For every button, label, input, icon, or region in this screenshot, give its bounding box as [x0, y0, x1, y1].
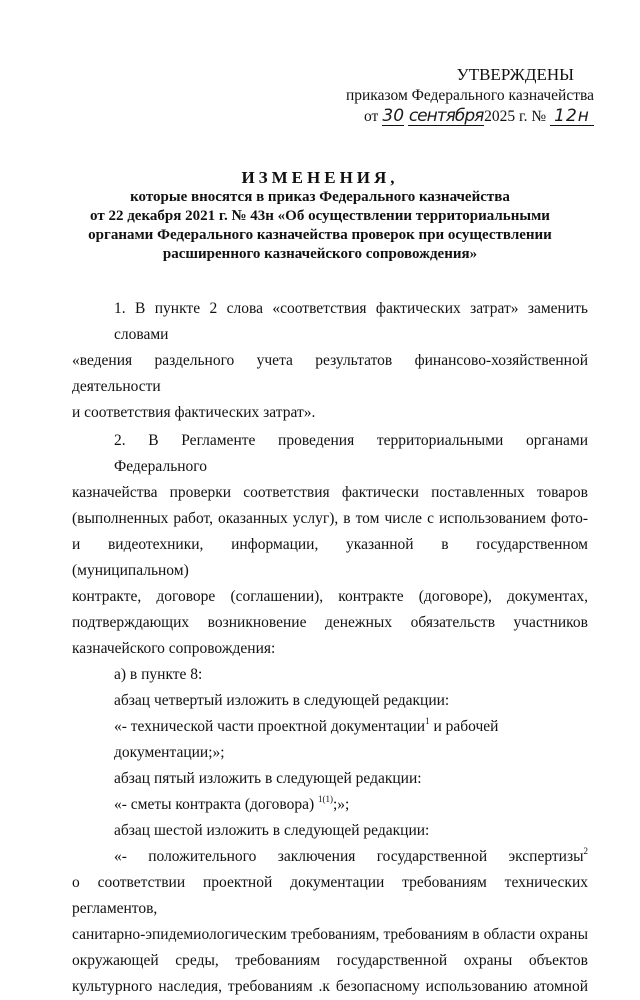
- approval-date-line: [346, 106, 594, 127]
- abzac-4-text-b: и рабочей документации;»;: [114, 718, 499, 761]
- handwritten-day: 30: [382, 106, 405, 126]
- paragraph-2-line: казначейства проверки соответствия фактически поставленных товаров: [72, 484, 588, 501]
- paragraph-1-line: и соответствия фактических затрат».: [72, 404, 316, 421]
- abzac-5-text-a: «- сметы контракта (договора): [114, 796, 318, 813]
- abzac-5-text-b: ;»;: [333, 796, 350, 813]
- footnote-ref: 1(1): [318, 793, 333, 804]
- document-heading: [0, 168, 640, 264]
- abzac-6-first-text: «- положительного заключения государственной экспертизы: [114, 848, 584, 865]
- heading-line: расширенного казначейского сопровождения»: [162, 246, 478, 262]
- approval-stamp: [346, 64, 594, 127]
- paragraph-2-line: и видеотехники, информации, указанной в государственном (муниципальном): [72, 536, 588, 579]
- heading-line: органами Федерального казначейства проверок при осуществлении: [88, 227, 552, 243]
- paragraph-1-line: «ведения раздельного учета результатов финансово-хозяйственной деятельности: [72, 352, 588, 395]
- paragraph-2-line: подтверждающих возникновение денежных обязательств участников: [72, 614, 588, 631]
- footnote-ref: 2: [583, 845, 588, 856]
- paragraph-1-line: 1. В пункте 2 слова «соответствия фактических затрат» заменить словами: [114, 300, 588, 343]
- heading-line: которые вносятся в приказ Федерального казначейства: [130, 189, 510, 205]
- item-a: а) в пункте 8:: [114, 666, 203, 683]
- abzac-6-line: санитарно-эпидемиологическим требованиям, требованиям в области охраны: [72, 926, 588, 943]
- abzac-6-intro: абзац шестой изложить в следующей редакции:: [114, 822, 430, 839]
- heading-line: от 22 декабря 2021 г. № 43н «Об осуществлении территориальными: [90, 208, 550, 224]
- paragraph-2-line: (выполненных работ, оказанных услуг), в том числе с использованием фото-: [72, 510, 588, 527]
- abzac-6-line: о соответствии проектной документации требованиям технических регламентов,: [72, 874, 588, 917]
- handwritten-number: 12н: [550, 107, 594, 126]
- abzac-6-first-line: [72, 844, 588, 870]
- abzac-5-text: [72, 792, 588, 818]
- year-suffix: 2025 г. №: [484, 108, 547, 125]
- approval-title: УТВЕРЖДЕНЫ: [456, 65, 574, 84]
- abzac-6-line: культурного наследия, требованиям .к безопасному использованию атомной: [72, 978, 588, 995]
- abzac-4-text-a: «- технической части проектной документации: [114, 718, 426, 735]
- abzac-4-intro: абзац четвертый изложить в следующей редакции:: [114, 692, 450, 709]
- abzac-6-line: окружающей среды, требованиям государственной охраны объектов: [72, 952, 588, 969]
- footnote-ref: 1: [425, 715, 430, 726]
- abzac-4-text: [72, 714, 588, 766]
- paragraph-2-line: контракте, договоре (соглашении), контракте (договоре), документах,: [72, 588, 588, 605]
- document-body: [72, 296, 588, 1000]
- approval-line: приказом Федерального казначейства: [345, 87, 594, 104]
- date-prefix: от: [364, 108, 379, 125]
- heading-title: ИЗМЕНЕНИЯ,: [241, 168, 399, 187]
- paragraph-2-line: 2. В Регламенте проведения территориальными органами Федерального: [114, 432, 588, 475]
- handwritten-month: сентября: [408, 106, 484, 126]
- abzac-5-intro: абзац пятый изложить в следующей редакции:: [114, 770, 422, 787]
- paragraph-2-line: казначейского сопровождения:: [72, 640, 276, 657]
